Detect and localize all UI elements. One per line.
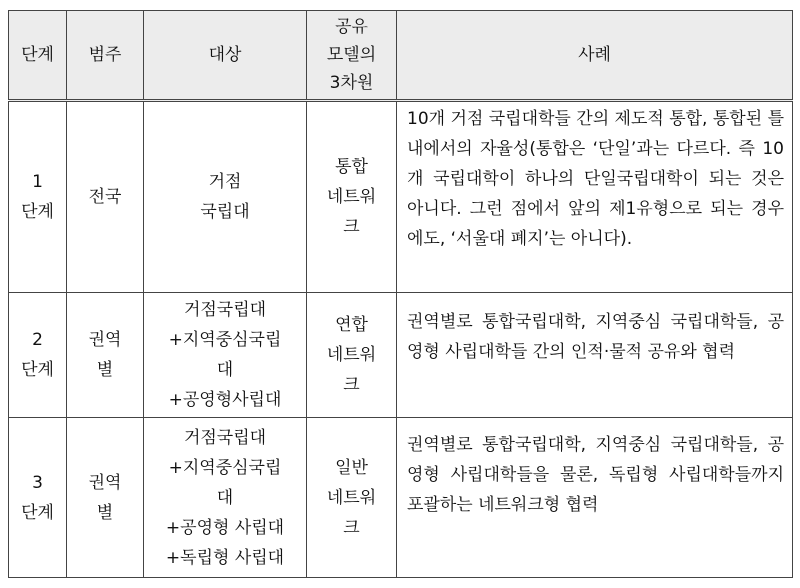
dimension-line: 연합 [335, 315, 368, 335]
header-dimension [307, 11, 397, 101]
target-cell [144, 293, 307, 418]
header-row [9, 11, 793, 101]
stage-cell [9, 418, 67, 578]
target-line: 국립대 [200, 202, 250, 222]
target-line: +독립형 사립대 [165, 547, 285, 568]
category-text: 권역 [88, 472, 122, 493]
target-line: 대 [216, 487, 234, 508]
target-line: 거점 [208, 172, 242, 192]
dimension-cell [307, 101, 397, 293]
target-cell [144, 418, 307, 578]
header-dimension-line: 공유 [335, 17, 368, 37]
dimension-cell [307, 293, 397, 418]
header-case: 사례 [397, 11, 793, 101]
stage-number: 3 [32, 472, 43, 493]
target-line: 대 [216, 360, 234, 380]
stage-table [8, 10, 793, 578]
target-line: 거점국립대 [183, 300, 267, 320]
stage-label: 단계 [21, 202, 54, 222]
dimension-cell [307, 418, 397, 578]
stage-number: 2 [32, 330, 43, 350]
dimension-line: 네트워 [326, 487, 377, 508]
dimension-line: 크 [343, 217, 360, 237]
stage-label: 단계 [21, 502, 54, 523]
header-dimension-line: 모델의 [326, 45, 377, 65]
header-stage: 단계 [9, 11, 67, 101]
stage-cell [9, 101, 67, 293]
header-category: 범주 [67, 11, 144, 101]
category-text: 별 [96, 360, 114, 380]
target-line: +지역중심국립 [168, 330, 282, 350]
category-cell [67, 293, 144, 418]
dimension-line: 크 [343, 517, 360, 538]
table-row [9, 293, 793, 418]
dimension-line: 네트워 [326, 345, 377, 365]
stage-cell [9, 293, 67, 418]
header-target: 대상 [144, 11, 307, 101]
target-line: +공영형 사립대 [165, 517, 285, 538]
case-cell: 권역별로 통합국립대학, 지역중심 국립대학들, 공영형 사립대학들을 물론, 독립형 사립대학들까지 포괄하는 네트워크형 협력 [397, 418, 793, 578]
target-line: +공영형사립대 [168, 390, 282, 410]
target-line: +지역중심국립 [168, 457, 282, 478]
table-row [9, 418, 793, 578]
dimension-line: 일반 [335, 457, 368, 478]
case-cell: 권역별로 통합국립대학, 지역중심 국립대학들, 공영형 사립대학들 간의 인적·물적 공유와 협력 [397, 293, 793, 418]
category-text: 권역 [88, 330, 122, 350]
dimension-line: 크 [343, 375, 360, 395]
case-cell: 10개 거점 국립대학들 간의 제도적 통합, 통합된 틀 내에서의 자율성(통합은 ‘단일’과는 다르다. 즉 10개 국립대학이 하나의 단일국립대학이 되는 것은 아니다. 그런 점에서 앞의 제1유형으로 되는 경우에도, ‘서울대 폐지’는 아니다). [397, 101, 793, 293]
stage-number: 1 [32, 172, 43, 192]
category-cell [67, 101, 144, 293]
target-cell [144, 101, 307, 293]
category-cell [67, 418, 144, 578]
category-text: 전국 [88, 187, 122, 207]
header-dimension-line: 3차원 [329, 73, 374, 93]
stage-label: 단계 [21, 360, 54, 380]
category-text: 별 [96, 502, 114, 523]
table-row [9, 101, 793, 293]
target-line: 거점국립대 [183, 427, 267, 448]
dimension-line: 네트워 [326, 187, 377, 207]
dimension-line: 통합 [335, 157, 368, 177]
